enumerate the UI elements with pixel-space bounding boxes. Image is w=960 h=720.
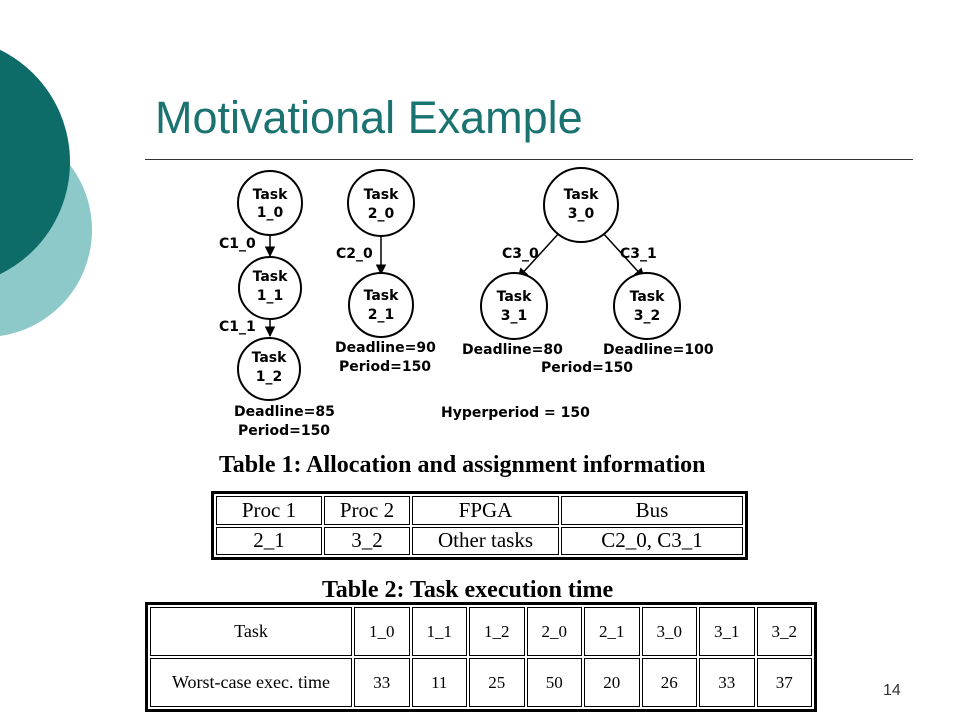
task-node-3_1 [481, 273, 547, 339]
g2-period: Period=150 [339, 359, 432, 375]
svg-text:1_1: 1_1 [256, 288, 284, 304]
edge-label-c2_0: C2_0 [336, 246, 373, 262]
table2-task-cell: 3_0 [642, 607, 698, 656]
table1-header-cell: Proc 1 [216, 496, 322, 525]
task-node-3_0 [544, 168, 618, 242]
svg-text:1_2: 1_2 [255, 369, 283, 385]
task-node-2_1 [349, 273, 413, 337]
table1-header-cell: FPGA [412, 496, 559, 525]
table2-task-cell: 2_0 [527, 607, 583, 656]
edge-label-c3_0: C3_0 [502, 246, 539, 262]
execution-time-table [145, 602, 817, 712]
svg-text:Task: Task [252, 269, 288, 285]
page-number: 14 [883, 682, 901, 699]
svg-text:3_2: 3_2 [633, 308, 661, 324]
table2-time-cell: 11 [412, 658, 468, 707]
hyperperiod: Hyperperiod = 150 [441, 405, 590, 421]
svg-text:3_0: 3_0 [567, 206, 595, 222]
table2-row-label: Worst-case exec. time [150, 658, 352, 707]
table2-time-cell: 26 [642, 658, 698, 707]
g3-deadline-a: Deadline=80 [462, 342, 563, 358]
g3-period: Period=150 [541, 360, 634, 376]
table2-task-cell: 1_0 [354, 607, 410, 656]
svg-text:Task: Task [363, 187, 399, 203]
svg-text:1_0: 1_0 [256, 205, 284, 221]
task-node-2_0 [348, 170, 414, 236]
table2-task-cell: 3_2 [757, 607, 813, 656]
edge-label-c1_0: C1_0 [219, 236, 256, 252]
table2-task-cell: 1_2 [469, 607, 525, 656]
svg-text:Task: Task [363, 288, 399, 304]
svg-text:2_0: 2_0 [367, 206, 395, 222]
table2-time-cell: 50 [527, 658, 583, 707]
svg-text:2_1: 2_1 [367, 307, 395, 323]
svg-text:Task: Task [251, 350, 287, 366]
edge-label-c3_1: C3_1 [620, 246, 657, 262]
table2-task-cell: 3_1 [699, 607, 755, 656]
svg-text:Task: Task [496, 289, 532, 305]
allocation-table [211, 491, 748, 560]
task-node-1_0 [238, 171, 302, 235]
table1-caption: Table 1: Allocation and assignment information [219, 452, 706, 478]
table2-time-cell: 33 [699, 658, 755, 707]
g3-deadline-b: Deadline=100 [603, 342, 714, 358]
table1-header-cell: Proc 2 [324, 496, 410, 525]
g1-period: Period=150 [238, 423, 331, 439]
table1-cell: Other tasks [412, 527, 559, 556]
table2-time-cell: 37 [757, 658, 813, 707]
svg-text:Task: Task [563, 187, 599, 203]
table2-time-cell: 25 [469, 658, 525, 707]
svg-text:3_1: 3_1 [500, 308, 528, 324]
task-node-1_1 [239, 257, 301, 319]
table2-caption: Table 2: Task execution time [322, 577, 614, 603]
g1-deadline: Deadline=85 [234, 404, 335, 420]
edge-label-c1_1: C1_1 [219, 319, 256, 335]
table2-time-cell: 20 [584, 658, 640, 707]
table1-cell: 2_1 [216, 527, 322, 556]
task-node-3_2 [614, 273, 680, 339]
task-node-1_2 [238, 338, 300, 400]
table-row [150, 607, 812, 656]
table2-header-label: Task [150, 607, 352, 656]
table1-cell: C2_0, C3_1 [561, 527, 743, 556]
table-row [216, 527, 743, 556]
table2-time-cell: 33 [354, 658, 410, 707]
table2-task-cell: 1_1 [412, 607, 468, 656]
table1-cell: 3_2 [324, 527, 410, 556]
table-row [150, 658, 812, 707]
slide-title: Motivational Example [155, 92, 583, 143]
svg-text:Task: Task [629, 289, 665, 305]
table-row [216, 496, 743, 525]
svg-text:Task: Task [252, 187, 288, 203]
table1-header-cell: Bus [561, 496, 743, 525]
table2-task-cell: 2_1 [584, 607, 640, 656]
g2-deadline: Deadline=90 [335, 340, 436, 356]
